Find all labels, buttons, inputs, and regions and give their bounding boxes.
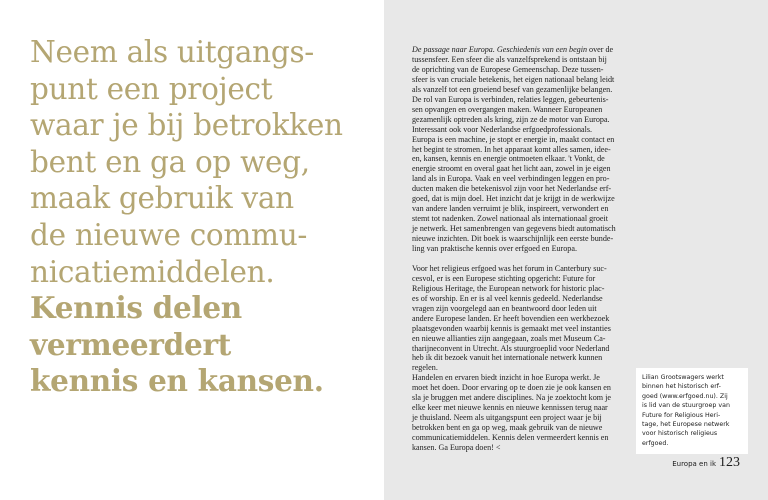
article-line: stemt tot nadenken. Zowel nationaal als internationaal groeit bbox=[412, 214, 608, 224]
bio-line: erfgoed. bbox=[642, 439, 669, 447]
article-line: moet het doen. Door ervaring op te doen zie je ook kansen en bbox=[412, 383, 611, 393]
bio-line: is lid van de stuurgroep van bbox=[642, 402, 730, 410]
pull-quote-line: waar je bij betrokken bbox=[30, 108, 343, 143]
article-line: Handelen en ervaren biedt inzicht in hoe Europa werkt. Je bbox=[412, 373, 600, 383]
article-line: tharijneconvent in Utrecht. Als stuurgroeplid voor Nederland bbox=[412, 343, 610, 353]
article-line: tussensfeer. Een sfeer die als vanzelfsprekend is ontstaan bij bbox=[412, 54, 607, 64]
article-line: ducten maken die betekenisvol zijn voor het Nederlandse erf- bbox=[412, 184, 612, 194]
bio-line: Lilian Grootswagers werkt bbox=[642, 374, 724, 381]
pull-quote-line: de nieuwe commu- bbox=[30, 217, 308, 252]
article-line: Voor het religieus erfgoed was het forum in Canterbury suc- bbox=[412, 263, 607, 273]
bio-line: goed (www.erfgoed.nu). Zij bbox=[642, 392, 728, 400]
article-line: De rol van Europa is verbinden, relaties leggen, gebeurtenis- bbox=[412, 94, 609, 104]
article-paragraph-2 bbox=[412, 264, 659, 453]
article-line: andere Europese landen. Er heeft bovendien een werkbezoek bbox=[412, 313, 610, 323]
article-line: nieuwe inzichten. Dit boek is waarschijnlijk een eerste bunde- bbox=[412, 234, 614, 244]
article-line: en, kansen, kennis en energie ontmoeten elkaar. 't Vonkt, de bbox=[412, 154, 605, 164]
article-line: regelen. bbox=[412, 363, 438, 373]
article-line: kansen. Ga Europa doen! < bbox=[412, 443, 501, 453]
article-line: cesvol, er is een Europese stichting opgericht: Future for bbox=[412, 273, 596, 283]
article-lead-italic: De passage naar Europa. Geschiedenis van een begin bbox=[412, 45, 588, 54]
article-line: je netwerk. Het samenbrengen van gegevens biedt automatisch bbox=[412, 224, 616, 234]
bio-line: voor historisch religieus bbox=[642, 430, 718, 438]
article-line: communicatiemiddelen. Kennis delen vermeerdert kennis en bbox=[412, 433, 609, 443]
article-line: sen opvangen en overgangen maken. Wanneer Europeanen bbox=[412, 104, 603, 114]
page-footer bbox=[672, 455, 740, 471]
pull-quote-bold-line: vermeerdert bbox=[30, 326, 232, 362]
article-line: elke keer met nieuwe kennis en nieuwe kennissen terug naar bbox=[412, 403, 608, 413]
pull-quote bbox=[30, 34, 380, 400]
article-line: van andere landen verruimt je blik, inspireert, verwondert en bbox=[412, 204, 609, 214]
article-line: vragen zijn voorgelegd aan en beantwoord door leden uit bbox=[412, 303, 597, 313]
article-line: en nieuwe allianties zijn aangegaan, zoals met Museum Ca- bbox=[412, 333, 606, 343]
article-line: plaatsgevonden waarbij kennis is gemaakt met veel instanties bbox=[412, 323, 611, 333]
article-line: sla je bruggen met andere disciplines. Na je zoektocht kom je bbox=[412, 393, 611, 403]
pull-quote-line: Neem als uitgangs- bbox=[30, 35, 314, 69]
article-line: goed, dat is mijn doel. Het inzicht dat je krijgt in de werkwijze bbox=[412, 194, 615, 204]
article-line: je thuisland. Neem als uitgangspunt een project waar je bij bbox=[412, 413, 602, 423]
pull-quote-line: nicatiemiddelen. bbox=[30, 254, 275, 289]
section-name: Europa en ik bbox=[672, 460, 716, 468]
article-line: Interessant ook voor Nederlandse erfgoedprofessionals. bbox=[412, 124, 593, 134]
article-lead-rest: over de bbox=[587, 45, 614, 54]
article-line: Europa is een machine, je stopt er energie in, maakt contact en bbox=[412, 134, 615, 144]
article-line: gezamenlijk optreden als kring, zijn ze de motor van Europa. bbox=[412, 114, 610, 124]
article-paragraph-1 bbox=[412, 45, 659, 254]
article-line: als vanzelf tot een groeiend besef van gezamenlijke belangen. bbox=[412, 84, 613, 94]
author-bio-box bbox=[636, 368, 748, 454]
page-number: 123 bbox=[719, 455, 740, 470]
bio-line: binnen het historisch erf- bbox=[642, 383, 721, 391]
pull-quote-bold-line: kennis en kansen. bbox=[30, 363, 324, 399]
article-line: de oprichting van de Europese Gemeenschap. Deze tussen- bbox=[412, 64, 604, 74]
right-page bbox=[384, 0, 768, 500]
article-line: energie stroomt en overal gaat het licht aan, zowel in je eigen bbox=[412, 164, 611, 174]
pull-quote-line: punt een project bbox=[30, 71, 273, 106]
pull-quote-line: bent en ga op weg, bbox=[30, 144, 310, 179]
article-line: land als in Europa. Vaak en veel verbindingen leggen en pro- bbox=[412, 174, 610, 184]
article-line: Religious Heritage, the European network for historic plac- bbox=[412, 283, 605, 293]
article-line: betrokken bent en ga op weg, maak gebruik van de nieuwe bbox=[412, 423, 603, 433]
bio-line: Future for Religious Heri- bbox=[642, 411, 721, 419]
article-line: het begint te stromen. In het apparaat komt alles samen, idee- bbox=[412, 144, 611, 154]
pull-quote-line: maak gebruik van bbox=[30, 181, 294, 216]
article-line: es of worship. En er is al veel kennis gedeeld. Nederlandse bbox=[412, 293, 603, 303]
article-body bbox=[412, 45, 659, 463]
article-line: heb ik dit bezoek vanuit het internationale netwerk kunnen bbox=[412, 353, 603, 363]
bio-line: tage, het Europese netwerk bbox=[642, 421, 730, 429]
article-line: sfeer is van cruciale betekenis, het eigen nationaal belang leidt bbox=[412, 74, 615, 84]
pull-quote-bold-line: Kennis delen bbox=[30, 290, 242, 326]
article-line: ling van praktische kennis over erfgoed en Europa. bbox=[412, 244, 577, 254]
article-line bbox=[412, 45, 659, 55]
